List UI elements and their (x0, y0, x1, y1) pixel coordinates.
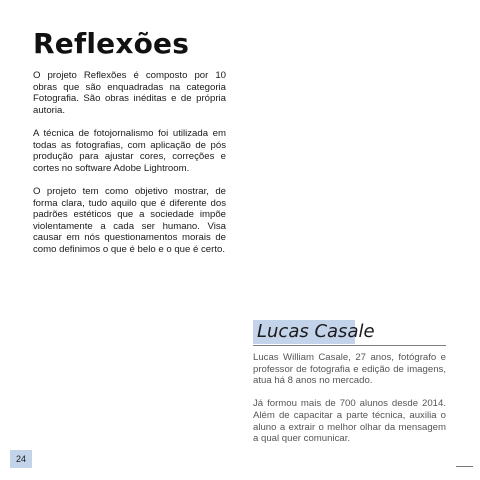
paragraph: O projeto Reflexões é composto por 10 obras que são enquadradas na categoria Fotografia. São obras inéditas e de própria autoria. (33, 70, 226, 116)
project-description (33, 70, 226, 267)
paragraph: A técnica de fotojornalismo foi utilizada em todas as fotografias, com aplicação de pós produção para ajustar cores, correções e cortes no software Adobe Lightroom. (33, 127, 226, 174)
corner-mark (456, 466, 473, 467)
author-bio (253, 352, 446, 456)
paragraph: Lucas William Casale, 27 anos, fotógrafo e professor de fotografia e edição de imagens, atua há 8 anos no mercado. (253, 352, 446, 387)
paragraph: O projeto tem como objetivo mostrar, de forma clara, tudo aquilo que é diferente dos padrões estéticos que a sociedade impõe violentamente a cada ser humano. Visa causar em nós questionamentos morais de como definimos o que é belo e o que é certo. (33, 185, 226, 255)
paragraph: Já formou mais de 700 alunos desde 2014. Além de capacitar a parte técnica, auxilia o aluno a extrair o melhor olhar da mensagem a qual quer comunicar. (253, 398, 446, 445)
author-name: Lucas Casale (257, 321, 375, 342)
divider (253, 345, 446, 346)
page-title: Reflexões (33, 27, 190, 60)
page-number: 24 (10, 450, 32, 468)
